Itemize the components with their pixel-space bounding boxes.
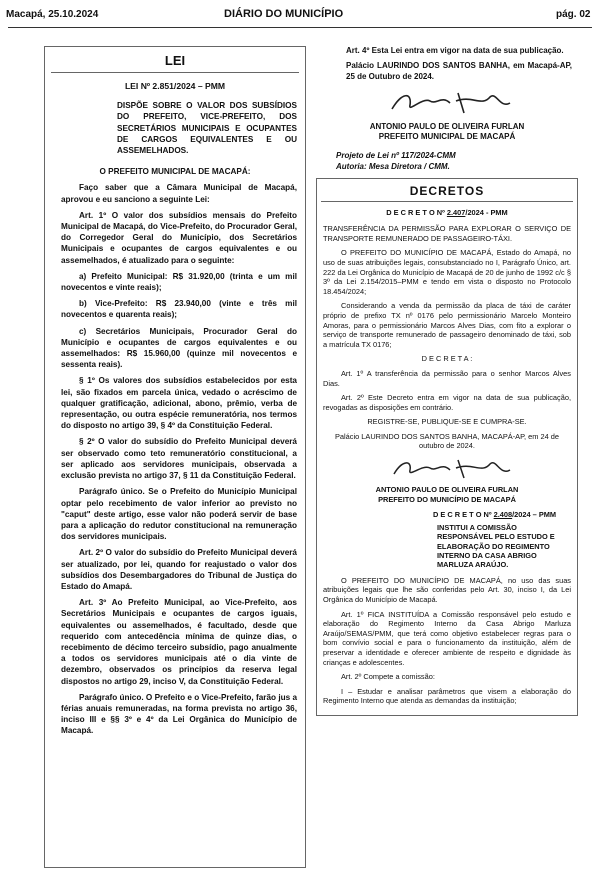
decreto-1-ementa: TRANSFERÊNCIA DA PERMISSÃO PARA EXPLORAR O SERVIÇO DE TRANSPORTE REMUNERADO DE PASSAGEIRO-TÁXI.	[323, 224, 571, 243]
lei-paragraph: O PREFEITO MUNICIPAL DE MACAPÁ:	[99, 167, 251, 177]
header-rule	[8, 27, 592, 28]
lei-item-c: c) Secretários Municipais, Procurador Geral do Município e ocupantes de cargos equivalentes e ou assemelhados: R$ 15.960,00 (quinze mil novecentos e sessenta reais).	[61, 326, 297, 370]
decreto-1-prefix: D E C R E T O Nº	[386, 207, 447, 217]
lei-item-a: a) Prefeito Municipal: R$ 31.920,00 (trinta e um mil novecentos e vinte reais);	[61, 271, 297, 293]
decreto-2-art1: Art. 1º FICA INSTITUÍDA a Comissão responsável pelo estudo e elaboração do Regimento Interno da Casa Abrigo Marluza Araújo/SEMAS/PMM, que terá como objetivo estabelecer regras para o bom convívio social e para o funcionamento da instituição, além de preservar a identidade e oferecer ambiente de respeito e dignidade às crianças e adolescentes.	[323, 609, 571, 667]
decreto-1-decreta: D E C R E T A :	[421, 354, 473, 364]
projeto-de-lei: Projeto de Lei nº 117/2024-CMM	[336, 151, 456, 161]
decreto-2-number	[433, 510, 571, 520]
decreto-1-art2: Art. 2º Este Decreto entra em vigor na data de sua publicação, revogadas as disposições em contrário.	[323, 393, 571, 412]
page-header	[0, 0, 600, 28]
lei-paragraph-1: § 1º Os valores dos subsídios estabelecidos por esta lei, são fixados em parcela única, vedado o acréscimo de qualquer gratificação, adicional, abono, prêmio, verba de representação, ou outra espécie remuneratória, nos termos do disposto no artigo 39, § 4º da Constituição Federal.	[61, 376, 297, 431]
header-title: DIÁRIO DO MUNICÍPIO	[224, 8, 344, 20]
decreto-2-num: 2.408	[493, 510, 513, 520]
lei-paragraph-2: § 2º O valor do subsídio do Prefeito Municipal deverá ser observado como teto remuneratório constitucional, a ser aplicado aos servidores municipais, observada a exclusão prevista no artigo 37, § 11 da Constituição Federal.	[61, 437, 297, 481]
lei-sole-paragraph: Parágrafo único. Se o Prefeito do Município Municipal optar pelo recebimento de valor inferior ao previsto no "caput" deste artigo, esse valor não poderá servir de base para a aplicação do redutor constitucional na remuneração dos servidores municipais.	[61, 487, 297, 542]
decreto-1-num: 2.407	[446, 207, 466, 217]
decreto-2-ementa: INSTITUI A COMISSÃO RESPONSÁVEL PELO ESTUDO E ELABORAÇÃO DO REGIMENTO INTERNO DA CASA ABRIGO MARLUZA ARAÚJO.	[437, 522, 555, 570]
lei-heading: LEI	[51, 47, 299, 73]
header-date: Macapá, 25.10.2024	[6, 9, 99, 20]
decretos-heading: DECRETOS	[321, 179, 573, 202]
lei-paragraph: Faço saber que a Câmara Municipal de Macapá, aprovou e eu sanciono a seguinte Lei:	[61, 183, 297, 204]
decreto-2-inciso-1: I – Estudar e analisar parâmetros que visem a elaboração do Regimento Interno que atenda as demandas da instituição;	[323, 686, 571, 706]
lei-item-b: b) Vice-Prefeito: R$ 23.940,00 (vinte e três mil novecentos e quarenta reais);	[61, 299, 297, 320]
decreto-2-prefix: D E C R E T O Nº	[433, 510, 494, 520]
signature-2-scribble	[372, 456, 522, 480]
decreto-1-registre: REGISTRE-SE, PUBLIQUE-SE E CUMPRA-SE.	[367, 417, 527, 427]
lei-column	[44, 46, 306, 868]
lei-palacio: Palácio LAURINDO DOS SANTOS BANHA, em Macapá-AP, 25 de Outubro de 2024.	[346, 61, 572, 81]
decreto-1-considerando: Considerando a venda da permissão da placa de táxi de caráter próprio de prefixo TX nº 0176 pelo permissionário Marcelo Monteiro Amoras, para o permissionário Marcos Alves Dias, com fito a explorar o serviço de transporte remunerado de passageiro denominado de táxi, sob a matrícula TX 0176;	[323, 301, 571, 349]
right-column	[316, 46, 578, 868]
decreto-1-suffix: /2024 - PMM	[465, 207, 508, 217]
decreto-1-signer-name: ANTONIO PAULO DE OLIVEIRA FURLAN	[375, 485, 519, 495]
signature-1	[316, 87, 578, 122]
decreto-1-number	[323, 208, 571, 218]
autoria: Autoria: Mesa Diretora / CMM.	[336, 162, 450, 171]
lei-sole-paragraph-2: Parágrafo único. O Prefeito e o Vice-Prefeito, farão jus a férias anuais remuneradas, na forma prevista no artigo 36, inciso III e §§ 3º e 4º da Lei Orgânica do Município de Macapá.	[61, 692, 297, 736]
decreto-1-art1: Art. 1º A transferência da permissão para o senhor Marcos Alves Dias.	[323, 368, 571, 388]
lei-number: LEI Nº 2.851/2024 – PMM	[124, 81, 226, 91]
lei-signer-name: ANTONIO PAULO DE OLIVEIRA FURLAN	[369, 122, 525, 132]
lei-ementa: DISPÕE SOBRE O VALOR DOS SUBSÍDIOS DO PREFEITO, VICE-PREFEITO, DOS SECRETÁRIOS MUNICIPAIS E OCUPANTES DE CARGOS EQUIVALENTES E OU ASSEMELHADOS.	[117, 101, 297, 156]
decretos-section	[316, 178, 578, 716]
lei-article-2: Art. 2º O valor do subsídio do Prefeito Municipal deverá ser atualizado, por lei, quando for reajustado o valor dos subsídios dos Desembargadores do Tribunal de Justiça do Estado do Amapá.	[61, 548, 297, 591]
decreto-1-preamble: O PREFEITO DO MUNICÍPIO DE MACAPÁ, Estado do Amapá, no uso de suas atribuições legais, consubstanciado no I, Parágrafo Único, art. 222 da Lei Orgânica do Município de Macapá de 20 de junho de 1992 c/c § 3º da Lei 2.154/2015–PMM e tendo em vista o disposto no Protocolo 18.454/2024;	[323, 248, 571, 296]
header-page-number: pág. 02	[556, 9, 591, 20]
lei-article-1: Art. 1º O valor dos subsídios mensais do Prefeito Municipal de Macapá, do Vice-Prefeito, do Procurador Geral, do Corregedor Geral do Município, dos Secretários Municipais e ocupantes de cargos equivalentes e ou assemelhados, é atualizado para o seguinte:	[61, 210, 297, 265]
decreto-2-preamble: O PREFEITO DO MUNICÍPIO DE MACAPÁ, no uso das suas atribuições legais que lhe são conferidas pelo Art. 30, inciso I, da Lei Orgânica do Município de Macapá.	[323, 575, 571, 605]
lei-article-3: Art. 3º Ao Prefeito Municipal, ao Vice-Prefeito, aos Secretários Municipais e ocupantes de cargos iguais, equivalentes ou assemelhados, é facultado, desde que requerido com antecedência mínima de quinze dias, o recebimento de décimo terceiro subsídio, pago anualmente a todos os servidores municipais até o dia vinte de dezembro, observados os princípios da reserva legal dispostos no artigo 29, inciso V, da Constituição Federal.	[61, 598, 297, 686]
lei-art4: Art. 4º Esta Lei entra em vigor na data de sua publicação.	[346, 46, 564, 55]
signature-2	[317, 456, 577, 485]
decreto-2-art2: Art. 2º Compete a comissão:	[341, 672, 435, 682]
decreto-1-signer-title: PREFEITO DO MUNICÍPIO DE MACAPÁ	[378, 494, 516, 504]
signature-1-scribble	[372, 87, 522, 117]
decreto-1-palacio: Palácio LAURINDO DOS SANTOS BANHA, MACAPÁ-AP, em 24 de outubro de 2024.	[335, 431, 559, 451]
decreto-2-suffix: /2024 – PMM	[512, 510, 557, 520]
lei-signer-title: PREFEITO MUNICIPAL DE MACAPÁ	[378, 131, 516, 141]
